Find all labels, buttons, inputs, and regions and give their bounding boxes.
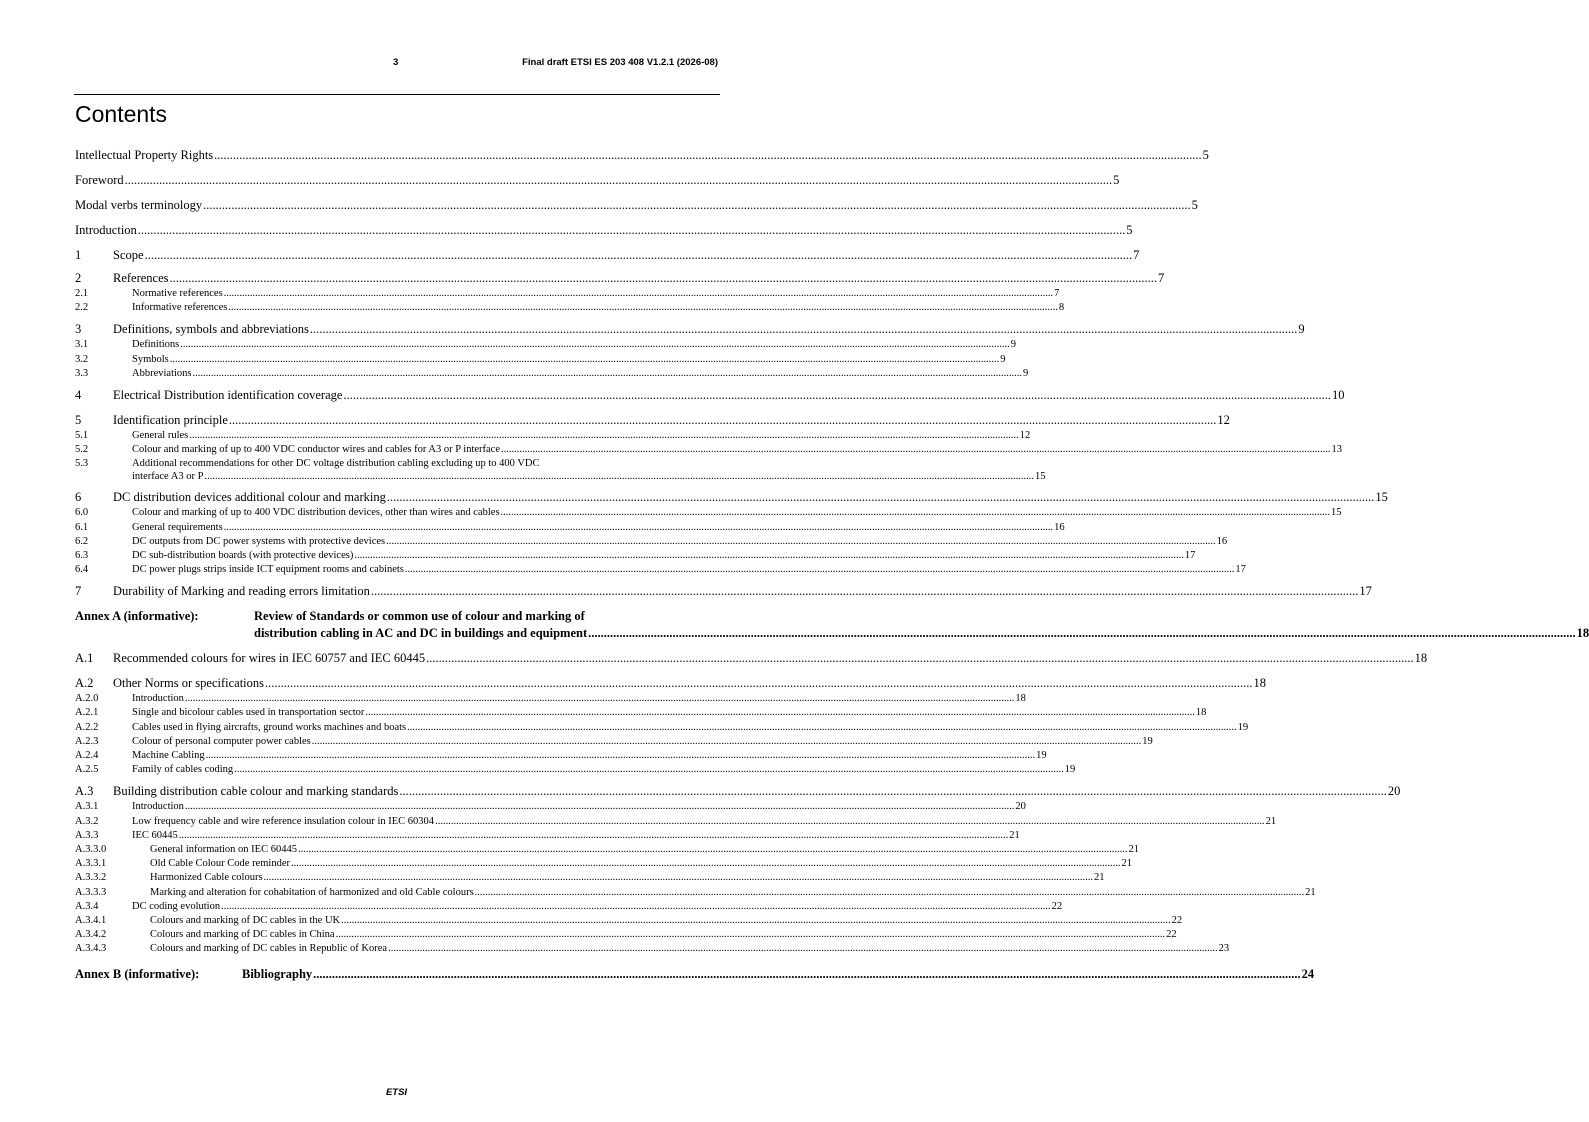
toc-entry[interactable] <box>75 197 1198 214</box>
toc-entry[interactable] <box>75 871 1105 885</box>
leader-dots <box>224 521 1054 535</box>
entry-title: Machine Cabling <box>132 750 205 761</box>
section-number: A.2.2 <box>75 721 99 733</box>
page-ref: 7 <box>1133 248 1140 262</box>
annex-title-continued: distribution cabling in AC and DC in buildings and equipment <box>254 626 588 641</box>
section-number: 6 <box>75 490 82 505</box>
entry-title: Family of cables coding <box>132 764 234 776</box>
toc-entry[interactable] <box>75 412 1230 429</box>
leader-dots <box>229 412 1217 429</box>
entry-title: Recommended colours for wires in IEC 60757 and IEC 60445 <box>113 651 426 666</box>
toc-entry[interactable] <box>75 815 1277 829</box>
section-number: A.2.0 <box>75 693 99 705</box>
entry-title: Cables used in flying aircrafts, ground works machines and boats <box>132 721 407 733</box>
leader-dots <box>185 692 1015 706</box>
toc-entry[interactable] <box>75 247 1140 264</box>
annex-title-line: Review of Standards or common use of colour and marking of <box>254 609 585 624</box>
toc-entry[interactable] <box>75 429 1031 443</box>
section-number: 2 <box>75 271 82 285</box>
toc-entry[interactable] <box>75 783 1401 800</box>
section-number: A.2 <box>75 676 94 691</box>
section-number: 5 <box>75 412 82 427</box>
leader-dots <box>204 470 1034 483</box>
toc-entry[interactable] <box>75 147 1209 164</box>
page-ref: 21 <box>1265 815 1277 827</box>
leader-dots <box>313 966 1301 983</box>
page-ref: 21 <box>1094 872 1105 884</box>
entry-title: Colours and marking of DC cables in the UK <box>150 914 341 926</box>
page-ref: 20 <box>1387 784 1401 799</box>
entry-title: Scope <box>113 248 144 262</box>
page-ref: 12 <box>1217 412 1230 427</box>
section-number: 6.3 <box>75 549 89 561</box>
page-ref: 21 <box>1121 858 1132 870</box>
entry-title: Introduction <box>132 693 184 705</box>
toc-entry[interactable] <box>75 843 1139 857</box>
section-number: A.3.3.0 <box>75 843 107 855</box>
page-ref: 5 <box>1191 198 1198 212</box>
section-number: 6.1 <box>75 521 89 533</box>
page-ref: 15 <box>1375 490 1388 505</box>
toc-entry[interactable] <box>75 914 1183 928</box>
page-ref: 9 <box>1298 322 1305 337</box>
entry-title-line <box>132 470 1046 483</box>
page-ref: 19 <box>1142 735 1153 747</box>
page-ref: 21 <box>1128 843 1139 855</box>
toc-entry[interactable] <box>75 301 1065 315</box>
toc-entry[interactable] <box>75 583 1372 600</box>
toc-entry[interactable] <box>75 443 1342 457</box>
leader-dots <box>189 429 1019 443</box>
leader-dots <box>145 247 1133 264</box>
leader-dots <box>336 928 1166 942</box>
page-ref: 10 <box>1331 387 1345 402</box>
leader-dots <box>125 172 1113 189</box>
entry-title: Colour of personal computer power cables <box>132 735 311 747</box>
page-ref: 17 <box>1184 549 1196 561</box>
entry-title-continued: interface A3 or P <box>132 471 204 483</box>
toc-annex-entry[interactable] <box>75 966 1315 983</box>
toc-entry[interactable] <box>75 367 1029 381</box>
toc-annex-entry[interactable] <box>75 608 1589 642</box>
leader-dots <box>310 321 1298 338</box>
toc-entry[interactable] <box>75 563 1246 577</box>
section-number: 5.1 <box>75 429 89 441</box>
toc-entry[interactable] <box>75 549 1196 563</box>
toc-entry[interactable] <box>75 353 1006 367</box>
page-ref: 16 <box>1054 521 1065 533</box>
section-number: A.2.5 <box>75 764 99 776</box>
leader-dots <box>386 535 1216 549</box>
toc-entry[interactable] <box>75 287 1060 301</box>
page-ref: 5 <box>1113 173 1120 187</box>
entry-title: DC outputs from DC power systems with protective devices <box>132 535 386 547</box>
page-ref: 22 <box>1166 929 1177 941</box>
leader-dots <box>180 338 1010 352</box>
toc-entry[interactable] <box>75 650 1428 667</box>
entry-title-line: Additional recommendations for other DC voltage distribution cabling excluding up to 400 VDC <box>132 458 540 470</box>
section-number: A.3.4.3 <box>75 943 107 955</box>
page-ref: 21 <box>1305 886 1316 898</box>
table-of-contents <box>75 147 1589 983</box>
section-number: 3 <box>75 322 82 337</box>
leader-dots <box>426 650 1414 667</box>
entry-title: Colour and marking of up to 400 VDC distribution devices, other than wires and cables <box>132 507 500 519</box>
page-ref: 19 <box>1036 750 1047 761</box>
contents-heading: Contents <box>75 101 168 127</box>
toc-entry[interactable] <box>75 857 1132 871</box>
toc-entry[interactable] <box>75 457 1046 483</box>
toc-entry[interactable] <box>75 800 1026 814</box>
entry-title-block <box>132 457 1046 483</box>
toc-entry[interactable] <box>75 829 1020 843</box>
header-rule <box>74 94 720 95</box>
section-number: A.3.2 <box>75 815 99 827</box>
entry-title: Colours and marking of DC cables in Republic of Korea <box>150 943 388 955</box>
page-ref: 8 <box>1058 302 1065 314</box>
page-ref: 9 <box>1010 339 1016 351</box>
annex-title-block <box>254 608 1589 642</box>
toc-entry[interactable] <box>75 270 1165 287</box>
leader-dots <box>214 147 1202 164</box>
entry-title: Colours and marking of DC cables in China <box>150 929 335 941</box>
leader-dots <box>405 563 1235 577</box>
annex-title: Bibliography <box>242 967 313 982</box>
leader-dots <box>185 800 1015 814</box>
page-ref: 7 <box>1158 271 1165 285</box>
entry-title: DC sub-distribution boards (with protective devices) <box>132 549 354 561</box>
leader-dots <box>588 625 1576 642</box>
entry-title: Symbols <box>132 353 169 365</box>
section-number: A.2.1 <box>75 707 99 719</box>
toc-entry[interactable] <box>75 338 1016 352</box>
page-ref: 19 <box>1237 721 1249 733</box>
page-ref: 24 <box>1301 967 1315 982</box>
section-number: A.3.4 <box>75 900 99 912</box>
entry-title: DC distribution devices additional colour and marking <box>113 490 386 505</box>
entry-title: General rules <box>132 429 189 441</box>
entry-title: DC power plugs strips inside ICT equipment rooms and cabinets <box>132 564 404 576</box>
page-footer: ETSI <box>385 1087 408 1098</box>
section-number: A.3.4.1 <box>75 914 107 926</box>
entry-title: Durability of Marking and reading errors limitation <box>113 584 370 599</box>
page-ref: 21 <box>1009 829 1020 841</box>
document-title: Final draft ETSI ES 203 408 V1.2.1 (2026-08) <box>522 57 718 68</box>
toc-entry[interactable] <box>75 942 1230 956</box>
section-number: 3.1 <box>75 339 89 351</box>
toc-entry[interactable] <box>75 489 1388 506</box>
toc-entry[interactable] <box>75 172 1120 189</box>
entry-title: General information on IEC 60445 <box>150 843 297 855</box>
entry-title: Normative references <box>132 288 223 299</box>
annex-title-line <box>242 966 1314 983</box>
leader-dots <box>291 857 1121 871</box>
annex-label: Annex B (informative): <box>75 967 200 982</box>
leader-dots <box>407 721 1237 735</box>
section-number: A.3.3.3 <box>75 886 107 898</box>
section-number: 5.2 <box>75 444 89 456</box>
entry-title: IEC 60445 <box>132 829 178 841</box>
entry-title: Harmonized Cable colours <box>150 872 263 884</box>
leader-dots <box>193 367 1023 381</box>
page-ref: 15 <box>1034 471 1046 483</box>
page-ref: 5 <box>1202 148 1209 162</box>
toc-entry[interactable] <box>75 886 1316 900</box>
page-ref: 15 <box>1331 507 1342 519</box>
entry-title: Abbreviations <box>132 367 192 379</box>
toc-entry[interactable] <box>75 506 1342 520</box>
section-number: A.3.3.2 <box>75 872 107 884</box>
leader-dots <box>224 287 1054 301</box>
leader-dots <box>343 387 1331 404</box>
leader-dots <box>138 222 1126 239</box>
page-ref: 12 <box>1019 429 1031 441</box>
leader-dots <box>399 783 1387 800</box>
leader-dots <box>341 914 1171 928</box>
entry-title: Single and bicolour cables used in transportation sector <box>132 707 365 719</box>
leader-dots <box>264 871 1094 885</box>
page-ref: 7 <box>1054 288 1060 299</box>
toc-entry[interactable] <box>75 692 1026 706</box>
annex-title-block <box>242 966 1314 983</box>
entry-title: Informative references <box>132 302 228 314</box>
page-ref: 18 <box>1253 676 1267 691</box>
page-ref: 9 <box>1023 367 1029 379</box>
section-number: A.1 <box>75 651 94 666</box>
leader-dots <box>265 675 1253 692</box>
leader-dots <box>234 763 1064 777</box>
page-ref: 17 <box>1359 584 1372 599</box>
entry-title: Colour and marking of up to 400 VDC conductor wires and cables for A3 or P interface <box>132 444 500 456</box>
section-number: A.3.4.2 <box>75 929 107 941</box>
page-ref: 5 <box>1126 223 1133 237</box>
section-number: A.3.3.1 <box>75 858 107 870</box>
entry-title: DC coding evolution <box>132 900 221 912</box>
leader-dots <box>371 583 1359 600</box>
page-ref: 19 <box>1064 764 1076 776</box>
page-ref: 18 <box>1195 707 1207 719</box>
section-number: 1 <box>75 248 82 262</box>
toc-entry[interactable] <box>75 321 1305 338</box>
leader-dots <box>221 900 1051 914</box>
leader-dots <box>179 829 1009 843</box>
section-number: 6.4 <box>75 564 89 576</box>
toc-entry[interactable] <box>75 387 1345 404</box>
page-ref: 18 <box>1414 651 1428 666</box>
entry-title: Intellectual Property Rights <box>75 148 214 162</box>
section-number: A.3 <box>75 784 94 799</box>
section-number: A.3.3 <box>75 829 99 841</box>
section-number: 6.0 <box>75 507 89 519</box>
toc-entry[interactable] <box>75 675 1267 692</box>
section-number: A.2.4 <box>75 750 99 761</box>
leader-dots <box>170 353 1000 367</box>
entry-title: Building distribution cable colour and marking standards <box>113 784 399 799</box>
page-ref: 9 <box>1000 353 1006 365</box>
page-ref: 22 <box>1171 914 1183 926</box>
leader-dots <box>228 301 1058 315</box>
entry-title: Definitions, symbols and abbreviations <box>113 322 309 337</box>
entry-title: Introduction <box>132 801 184 813</box>
page-ref: 23 <box>1218 943 1230 955</box>
section-number: 7 <box>75 584 82 599</box>
page-ref: 18 <box>1576 626 1589 641</box>
leader-dots <box>203 197 1191 214</box>
page-ref: 20 <box>1015 801 1026 813</box>
toc-entry[interactable] <box>75 535 1228 549</box>
section-number: 3.2 <box>75 353 89 365</box>
section-number: 2.1 <box>75 288 89 299</box>
toc-entry[interactable] <box>75 721 1249 735</box>
toc-entry[interactable] <box>75 763 1076 777</box>
section-number: 5.3 <box>75 458 89 470</box>
leader-dots <box>388 942 1218 956</box>
leader-dots <box>365 706 1195 720</box>
entry-title: Other Norms or specifications <box>113 676 265 691</box>
entry-title: Marking and alteration for cohabitation of harmonized and old Cable colours <box>150 886 474 898</box>
entry-title: Definitions <box>132 339 180 351</box>
leader-dots <box>312 735 1142 749</box>
entry-title: Identification principle <box>113 412 228 427</box>
toc-entry[interactable] <box>75 706 1207 720</box>
entry-title: Old Cable Colour Code reminder <box>150 858 290 870</box>
toc-entry[interactable] <box>75 928 1177 942</box>
toc-entry[interactable] <box>75 222 1133 239</box>
section-number: A.2.3 <box>75 735 99 747</box>
page-ref: 17 <box>1235 564 1246 576</box>
entry-title: General requirements <box>132 521 223 533</box>
section-number: 2.2 <box>75 302 89 314</box>
leader-dots <box>298 843 1128 857</box>
entry-title: Modal verbs terminology <box>75 198 203 212</box>
leader-dots <box>206 749 1036 763</box>
annex-label: Annex A (informative): <box>75 609 199 624</box>
toc-entry[interactable] <box>75 735 1153 749</box>
page-ref: 13 <box>1331 444 1342 456</box>
section-number: 6.2 <box>75 535 89 547</box>
leader-dots <box>354 549 1184 563</box>
page-ref: 18 <box>1015 693 1026 705</box>
section-number: 3.3 <box>75 367 89 379</box>
leader-dots <box>387 489 1375 506</box>
page-number: 3 <box>393 57 399 68</box>
entry-title: Foreword <box>75 173 124 187</box>
entry-title: Electrical Distribution identification coverage <box>113 387 343 402</box>
toc-entry[interactable] <box>75 900 1063 914</box>
annex-title-line <box>254 625 1589 642</box>
toc-entry[interactable] <box>75 521 1065 535</box>
toc-entry[interactable] <box>75 749 1047 763</box>
entry-title: Low frequency cable and wire reference insulation colour in IEC 60304 <box>132 815 435 827</box>
entry-title: References <box>113 271 169 285</box>
leader-dots <box>435 815 1265 829</box>
leader-dots <box>475 886 1305 900</box>
leader-dots <box>170 270 1158 287</box>
page-ref: 16 <box>1216 535 1228 547</box>
page-ref: 22 <box>1051 900 1063 912</box>
leader-dots <box>501 443 1331 457</box>
entry-title: Introduction <box>75 223 137 237</box>
section-number: A.3.1 <box>75 801 99 813</box>
leader-dots <box>501 506 1331 520</box>
section-number: 4 <box>75 387 82 402</box>
